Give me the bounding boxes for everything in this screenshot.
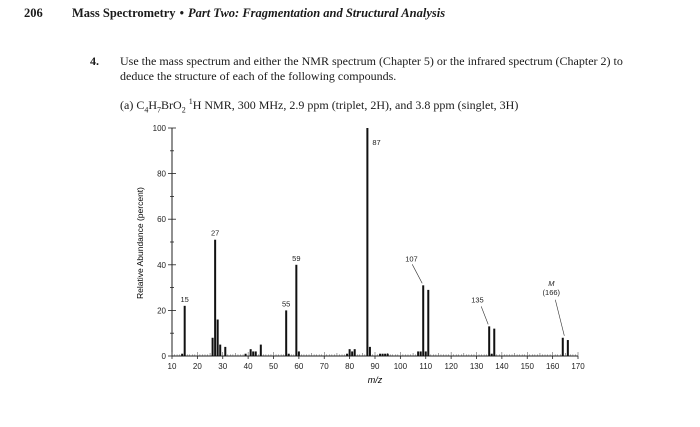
peak-bar — [298, 351, 300, 356]
part-label: (a) — [120, 98, 134, 112]
x-axis-label: m/z — [367, 375, 383, 385]
x-tick-label: 10 — [167, 362, 177, 371]
peak-bar — [491, 354, 493, 356]
molecular-ion-mass: (166) — [542, 287, 561, 297]
peak-label: 27 — [210, 228, 220, 238]
x-tick-label: 50 — [269, 362, 278, 371]
x-tick-label: 70 — [319, 362, 329, 371]
peak-bar — [493, 329, 495, 356]
peak-bar — [369, 347, 371, 356]
peak-bar — [379, 354, 381, 356]
peak-bar — [346, 354, 348, 356]
y-tick-label: 20 — [157, 306, 166, 316]
chart-axes — [172, 128, 578, 356]
label-leader — [481, 306, 488, 324]
peak-bar — [214, 240, 216, 356]
peak-bar — [562, 338, 564, 356]
y-tick-label: 60 — [157, 215, 166, 225]
peak-bar — [488, 326, 490, 356]
peak-label: 55 — [282, 299, 291, 309]
problem-text: Use the mass spectrum and either the NMR spectrum (Chapter 5) or the infrared spectrum (Chapter 2) to deduce the structure of each of the following compounds. — [120, 54, 623, 83]
x-tick-label: 130 — [469, 362, 484, 371]
peak-bar — [349, 349, 351, 356]
x-tick-label: 170 — [571, 362, 585, 371]
nmr-description: H NMR, 300 MHz, 2.9 ppm (triplet, 2H), and 3.8 ppm (singlet, 3H) — [192, 98, 519, 112]
problem-number: 4. — [90, 54, 99, 68]
peak-bar — [184, 306, 186, 356]
y-tick-label: 80 — [157, 169, 166, 179]
peak-bar — [255, 351, 257, 356]
peak-bar — [384, 354, 386, 356]
peak-bar — [224, 347, 226, 356]
peak-bar — [295, 265, 297, 356]
chart-peaks — [181, 128, 569, 356]
peak-bar — [366, 128, 368, 356]
peak-bar — [427, 290, 429, 356]
x-tick-label: 20 — [192, 362, 202, 371]
nmr-superscript: 1 — [188, 97, 193, 106]
formula-o-count: 2 — [181, 105, 186, 115]
peak-label: 87 — [372, 138, 381, 147]
peak-bar — [422, 285, 424, 356]
molecular-ion-label: M — [548, 278, 555, 288]
peak-bar — [250, 349, 252, 356]
chart-annotations — [181, 138, 565, 336]
x-tick-label: 40 — [243, 362, 253, 371]
y-tick-label: 40 — [157, 260, 166, 270]
peak-label: 135 — [471, 295, 484, 305]
peak-bar — [354, 349, 356, 356]
peak-bar — [288, 354, 290, 356]
formula-br-o: BrO — [161, 98, 182, 112]
x-tick-label: 150 — [520, 362, 534, 371]
peak-bar — [417, 351, 419, 356]
formula-h-count: 7 — [157, 105, 162, 115]
x-tick-label: 110 — [419, 362, 433, 371]
x-tick-label: 100 — [393, 362, 408, 371]
x-tick-label: 90 — [370, 362, 380, 371]
peak-bar — [217, 320, 219, 356]
peak-bar — [425, 351, 427, 356]
x-tick-label: 140 — [495, 362, 509, 371]
peak-bar — [252, 351, 254, 356]
formula-h: H — [148, 98, 158, 112]
y-tick-label: 0 — [161, 352, 166, 361]
header-separator: • — [179, 6, 184, 20]
peak-bar — [567, 340, 569, 356]
peak-bar — [387, 354, 389, 356]
peak-bar — [245, 354, 247, 356]
peak-bar — [351, 351, 353, 356]
formula-c-count: 4 — [144, 105, 149, 115]
peak-bar — [212, 338, 214, 356]
peak-bar — [260, 345, 262, 356]
peak-bar — [420, 351, 422, 356]
x-tick-label: 60 — [294, 362, 304, 371]
peak-label: 15 — [180, 294, 189, 304]
formula-c: C — [136, 98, 145, 112]
y-axis-label: Relative Abundance (percent) — [135, 187, 145, 299]
y-tick-label: 100 — [152, 124, 166, 133]
peak-bar — [285, 310, 287, 356]
x-tick-label: 120 — [444, 362, 458, 371]
x-tick-label: 30 — [218, 362, 228, 371]
x-tick-label: 160 — [545, 362, 560, 371]
peak-label: 107 — [405, 254, 418, 264]
page-number: 206 — [24, 6, 43, 20]
peak-label: 59 — [292, 253, 301, 263]
x-tick-label: 80 — [345, 362, 355, 371]
book-title: Mass Spectrometry — [72, 6, 176, 20]
peak-bar — [181, 354, 183, 356]
peak-bar — [219, 345, 221, 356]
label-leader — [412, 264, 422, 283]
peak-bar — [382, 354, 384, 356]
label-leader — [555, 300, 564, 336]
chapter-subtitle: Part Two: Fragmentation and Structural Analysis — [187, 6, 446, 20]
